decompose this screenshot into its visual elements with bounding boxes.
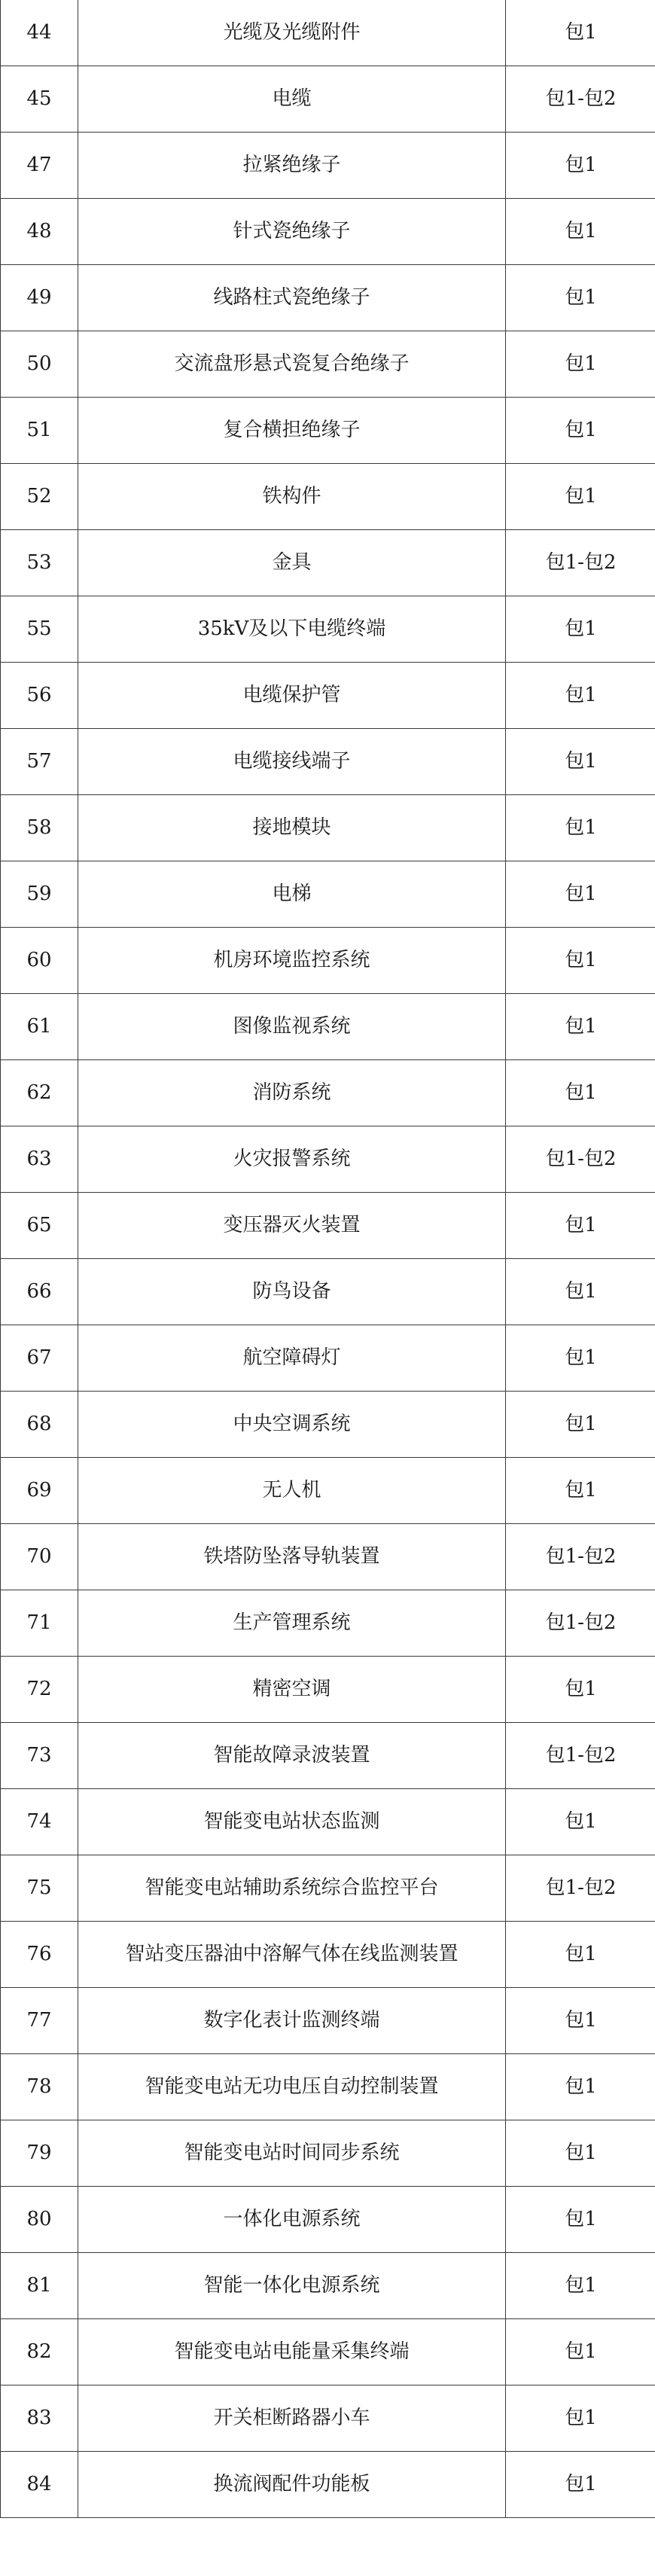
package-cell: 包1 — [506, 398, 655, 464]
package-cell: 包1 — [506, 1988, 655, 2054]
product-name-cell: 电缆接线端子 — [78, 729, 506, 795]
package-cell: 包1 — [506, 2452, 655, 2518]
product-name-cell: 金具 — [78, 530, 506, 596]
package-cell: 包1 — [506, 265, 655, 331]
row-number-cell: 60 — [1, 928, 78, 994]
table-row — [1, 1723, 655, 1789]
table-row — [1, 1193, 655, 1259]
table-row — [1, 331, 655, 398]
product-name-cell: 智能变电站电能量采集终端 — [78, 2319, 506, 2385]
row-number-cell: 84 — [1, 2452, 78, 2518]
package-cell: 包1-包2 — [506, 1723, 655, 1789]
product-name-cell: 线路柱式瓷绝缘子 — [78, 265, 506, 331]
table-row — [1, 1458, 655, 1524]
table-row — [1, 2385, 655, 2452]
table-row — [1, 265, 655, 331]
table-row — [1, 663, 655, 729]
table-row — [1, 398, 655, 464]
row-number-cell: 79 — [1, 2120, 78, 2187]
product-name-cell: 铁塔防坠落导轨装置 — [78, 1524, 506, 1590]
package-cell: 包1 — [506, 729, 655, 795]
row-number-cell: 58 — [1, 795, 78, 861]
product-name-cell: 航空障碍灯 — [78, 1325, 506, 1392]
table-row — [1, 1060, 655, 1126]
package-cell: 包1 — [506, 795, 655, 861]
package-cell: 包1 — [506, 331, 655, 398]
product-name-cell: 智能变电站状态监测 — [78, 1789, 506, 1855]
row-number-cell: 76 — [1, 1922, 78, 1988]
table-row — [1, 1988, 655, 2054]
product-name-cell: 消防系统 — [78, 1060, 506, 1126]
package-cell: 包1 — [506, 2319, 655, 2385]
table-row — [1, 464, 655, 530]
package-cell: 包1 — [506, 464, 655, 530]
product-name-cell: 生产管理系统 — [78, 1590, 506, 1657]
package-cell: 包1-包2 — [506, 1855, 655, 1922]
package-cell: 包1 — [506, 133, 655, 199]
package-cell: 包1 — [506, 1922, 655, 1988]
table-row — [1, 66, 655, 133]
row-number-cell: 62 — [1, 1060, 78, 1126]
package-cell: 包1 — [506, 2253, 655, 2319]
row-number-cell: 57 — [1, 729, 78, 795]
package-cell: 包1 — [506, 0, 655, 66]
package-cell: 包1 — [506, 1458, 655, 1524]
row-number-cell: 74 — [1, 1789, 78, 1855]
product-name-cell: 交流盘形悬式瓷复合绝缘子 — [78, 331, 506, 398]
row-number-cell: 59 — [1, 861, 78, 928]
table-row — [1, 994, 655, 1060]
package-cell: 包1 — [506, 1325, 655, 1392]
package-cell: 包1-包2 — [506, 1126, 655, 1193]
package-cell: 包1 — [506, 861, 655, 928]
product-name-cell: 防鸟设备 — [78, 1259, 506, 1325]
package-cell: 包1 — [506, 663, 655, 729]
package-cell: 包1 — [506, 2054, 655, 2120]
table-row — [1, 1325, 655, 1392]
product-name-cell: 电缆保护管 — [78, 663, 506, 729]
table-row — [1, 1855, 655, 1922]
row-number-cell: 70 — [1, 1524, 78, 1590]
table-row — [1, 2054, 655, 2120]
row-number-cell: 53 — [1, 530, 78, 596]
table-row — [1, 2319, 655, 2385]
row-number-cell: 50 — [1, 331, 78, 398]
row-number-cell: 75 — [1, 1855, 78, 1922]
product-name-cell: 智能变电站辅助系统综合监控平台 — [78, 1855, 506, 1922]
row-number-cell: 56 — [1, 663, 78, 729]
package-cell: 包1 — [506, 2385, 655, 2452]
product-name-cell: 数字化表计监测终端 — [78, 1988, 506, 2054]
row-number-cell: 61 — [1, 994, 78, 1060]
row-number-cell: 71 — [1, 1590, 78, 1657]
product-name-cell: 智站变压器油中溶解气体在线监测装置 — [78, 1922, 506, 1988]
product-name-cell: 铁构件 — [78, 464, 506, 530]
row-number-cell: 81 — [1, 2253, 78, 2319]
row-number-cell: 51 — [1, 398, 78, 464]
product-name-cell: 接地模块 — [78, 795, 506, 861]
row-number-cell: 77 — [1, 1988, 78, 2054]
row-number-cell: 83 — [1, 2385, 78, 2452]
row-number-cell: 55 — [1, 596, 78, 663]
table-row — [1, 1657, 655, 1723]
row-number-cell: 67 — [1, 1325, 78, 1392]
package-cell: 包1 — [506, 1789, 655, 1855]
table-row — [1, 596, 655, 663]
product-name-cell: 换流阀配件功能板 — [78, 2452, 506, 2518]
row-number-cell: 68 — [1, 1392, 78, 1458]
table-row — [1, 2187, 655, 2253]
row-number-cell: 78 — [1, 2054, 78, 2120]
row-number-cell: 72 — [1, 1657, 78, 1723]
package-cell: 包1 — [506, 1193, 655, 1259]
product-name-cell: 智能变电站时间同步系统 — [78, 2120, 506, 2187]
row-number-cell: 80 — [1, 2187, 78, 2253]
product-name-cell: 光缆及光缆附件 — [78, 0, 506, 66]
table-row — [1, 928, 655, 994]
product-name-cell: 精密空调 — [78, 1657, 506, 1723]
row-number-cell: 44 — [1, 0, 78, 66]
table-row — [1, 199, 655, 265]
table-row — [1, 1126, 655, 1193]
product-name-cell: 无人机 — [78, 1458, 506, 1524]
row-number-cell: 82 — [1, 2319, 78, 2385]
table-row — [1, 1590, 655, 1657]
product-name-cell: 机房环境监控系统 — [78, 928, 506, 994]
table-row — [1, 795, 655, 861]
row-number-cell: 48 — [1, 199, 78, 265]
product-name-cell: 智能变电站无功电压自动控制装置 — [78, 2054, 506, 2120]
table-row — [1, 861, 655, 928]
product-name-cell: 火灾报警系统 — [78, 1126, 506, 1193]
table-row — [1, 2253, 655, 2319]
product-name-cell: 图像监视系统 — [78, 994, 506, 1060]
table-row — [1, 530, 655, 596]
package-cell: 包1 — [506, 1259, 655, 1325]
table-body — [1, 0, 655, 2518]
package-cell: 包1 — [506, 2187, 655, 2253]
package-cell: 包1 — [506, 1392, 655, 1458]
row-number-cell: 52 — [1, 464, 78, 530]
product-name-cell: 电缆 — [78, 66, 506, 133]
product-name-cell: 智能一体化电源系统 — [78, 2253, 506, 2319]
package-cell: 包1 — [506, 994, 655, 1060]
package-cell: 包1-包2 — [506, 1524, 655, 1590]
package-cell: 包1 — [506, 2120, 655, 2187]
product-name-cell: 复合横担绝缘子 — [78, 398, 506, 464]
table-row — [1, 1922, 655, 1988]
row-number-cell: 65 — [1, 1193, 78, 1259]
product-name-cell: 针式瓷绝缘子 — [78, 199, 506, 265]
table-row — [1, 133, 655, 199]
product-name-cell: 中央空调系统 — [78, 1392, 506, 1458]
row-number-cell: 69 — [1, 1458, 78, 1524]
table-row — [1, 1392, 655, 1458]
package-cell: 包1-包2 — [506, 1590, 655, 1657]
package-cell: 包1 — [506, 1060, 655, 1126]
product-name-cell: 35kV及以下电缆终端 — [78, 596, 506, 663]
row-number-cell: 45 — [1, 66, 78, 133]
table-row — [1, 2120, 655, 2187]
package-cell: 包1 — [506, 199, 655, 265]
package-cell: 包1 — [506, 1657, 655, 1723]
package-cell: 包1 — [506, 596, 655, 663]
package-cell: 包1-包2 — [506, 66, 655, 133]
table-row — [1, 1524, 655, 1590]
row-number-cell: 66 — [1, 1259, 78, 1325]
table-row — [1, 2452, 655, 2518]
product-name-cell: 变压器灭火装置 — [78, 1193, 506, 1259]
product-name-cell: 智能故障录波装置 — [78, 1723, 506, 1789]
row-number-cell: 63 — [1, 1126, 78, 1193]
row-number-cell: 47 — [1, 133, 78, 199]
product-name-cell: 拉紧绝缘子 — [78, 133, 506, 199]
row-number-cell: 49 — [1, 265, 78, 331]
table-row — [1, 1259, 655, 1325]
product-name-cell: 一体化电源系统 — [78, 2187, 506, 2253]
product-name-cell: 开关柜断路器小车 — [78, 2385, 506, 2452]
package-cell: 包1-包2 — [506, 530, 655, 596]
product-name-cell: 电梯 — [78, 861, 506, 928]
package-cell: 包1 — [506, 928, 655, 994]
table-row — [1, 729, 655, 795]
row-number-cell: 73 — [1, 1723, 78, 1789]
table-row — [1, 0, 655, 66]
table-row — [1, 1789, 655, 1855]
